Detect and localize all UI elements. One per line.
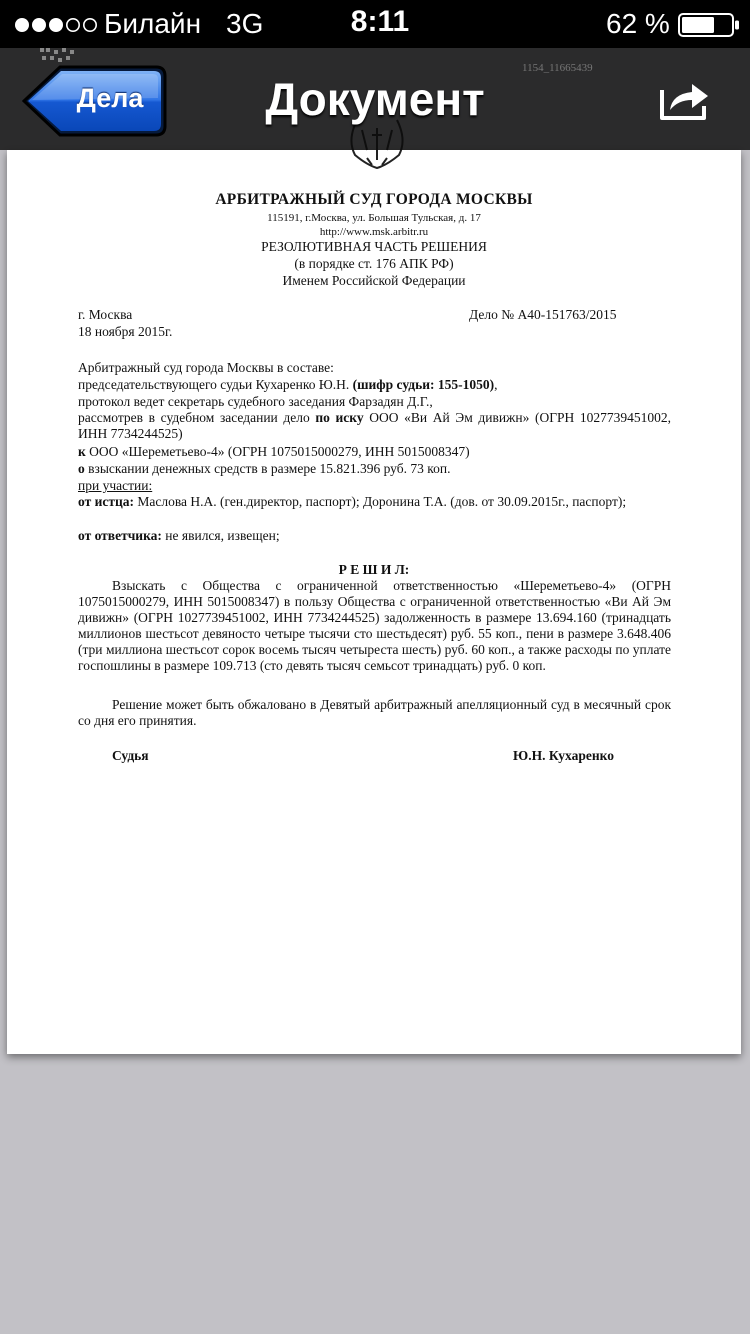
against-rest: ООО «Шереметьево-4» (ОГРН 1075015000279, ИНН 5015008347) bbox=[89, 444, 470, 459]
document-header-code: 1154_11665439 bbox=[522, 62, 593, 74]
clock: 8:11 bbox=[350, 5, 410, 38]
judge-line-text: председательствующего судьи Кухаренко Ю.Н. bbox=[78, 377, 350, 392]
decision-date: 18 ноября 2015г. bbox=[78, 324, 173, 339]
court-address: 115191, г.Москва, ул. Большая Тульская, д. 17 bbox=[267, 212, 481, 224]
city: г. Москва bbox=[78, 307, 133, 322]
share-icon bbox=[654, 76, 714, 124]
judge-code: (шифр судьи: 155-1050) bbox=[352, 377, 495, 392]
participation-heading: при участии: bbox=[78, 478, 153, 493]
consider-start: рассмотрев в судебном заседании дело bbox=[78, 410, 310, 425]
defendant-text: не явился, извещен; bbox=[165, 528, 280, 543]
appeal-paragraph: Решение может быть обжаловано в Девятый арбитражный апелляционный суд в месячный срок со дня его принятия. bbox=[78, 697, 671, 728]
case-number: Дело № А40-151763/2015 bbox=[469, 307, 617, 322]
battery-percent: 62 % bbox=[606, 8, 670, 39]
plaintiff-paragraph bbox=[78, 494, 671, 510]
share-button[interactable] bbox=[654, 76, 714, 124]
judge-signature-label: Судья bbox=[112, 748, 149, 763]
about-prefix: о bbox=[78, 461, 85, 476]
document-authority: Именем Российской Федерации bbox=[282, 273, 466, 288]
defendant-line bbox=[78, 528, 280, 544]
against-prefix: к bbox=[78, 444, 86, 459]
document-page[interactable] bbox=[7, 150, 741, 1054]
qr-code-icon bbox=[40, 48, 76, 64]
carrier-name: Билайн bbox=[104, 8, 202, 39]
document-title: РЕЗОЛЮТИВНАЯ ЧАСТЬ РЕШЕНИЯ bbox=[261, 239, 487, 254]
page-title: Документ bbox=[265, 73, 485, 125]
defendant-label: от ответчика: bbox=[78, 528, 162, 543]
resolution-paragraph: Взыскать с Общества с ограниченной ответственностью «Шереметьево-4» (ОГРН 1075015000279, ИНН 5015008347) в пользу Общества с ограниченной ответственностью «Ви Ай Эм дивижн» (ОГРН 1027739451002, ИНН 7734244525) задолженность в размере 13.694.160 (тринадцать миллионов шестьсот девяносто четыре тысячи сто шестьдесят) руб. 55 коп., пени в размере 3.648.406 (три миллиона шестьсот сорок восемь тысяч четыреста шесть) руб. 60 коп., а также расходы по уплате госпошлины в размере 109.713 (сто девять тысяч семьсот тринадцать) руб. 0 коп. bbox=[78, 578, 671, 673]
about-line bbox=[78, 461, 450, 477]
consider-rest: ООО «Ви Ай Эм дивижн» (ОГРН 1027739451002, ИНН 7734244525) bbox=[78, 410, 672, 441]
decided-heading: Р Е Ш И Л: bbox=[338, 562, 410, 577]
status-bar bbox=[0, 0, 750, 48]
battery-icon bbox=[678, 12, 742, 38]
plaintiff-label: от истца: bbox=[78, 494, 135, 509]
about-rest: взыскании денежных средств в размере 15.821.396 руб. 73 коп. bbox=[88, 461, 451, 476]
signal-strength-icon bbox=[14, 15, 98, 35]
against-line bbox=[78, 444, 470, 460]
document-subtitle: (в порядке ст. 176 АПК РФ) bbox=[294, 256, 454, 271]
network-type: 3G bbox=[226, 8, 264, 39]
plaintiff-text: Маслова Н.А. (ген.директор, паспорт); Доронина Т.А. (дов. от 30.09.2015г., паспорт); bbox=[137, 494, 627, 509]
back-button[interactable] bbox=[22, 64, 168, 138]
judge-line bbox=[78, 377, 497, 393]
judge-line-end: , bbox=[494, 377, 498, 392]
court-website[interactable]: http://www.msk.arbitr.ru bbox=[319, 226, 429, 238]
consider-paragraph bbox=[78, 410, 671, 442]
secretary-line: протокол ведет секретарь судебного заседания Фарзадян Д.Г., bbox=[78, 394, 433, 409]
judge-signature-name: Ю.Н. Кухаренко bbox=[513, 748, 614, 763]
consider-bold: по иску bbox=[315, 410, 364, 425]
back-button-label: Дела bbox=[76, 83, 144, 113]
composition-line: Арбитражный суд города Москвы в составе: bbox=[78, 360, 334, 375]
court-name: АРБИТРАЖНЫЙ СУД ГОРОДА МОСКВЫ bbox=[215, 191, 533, 208]
